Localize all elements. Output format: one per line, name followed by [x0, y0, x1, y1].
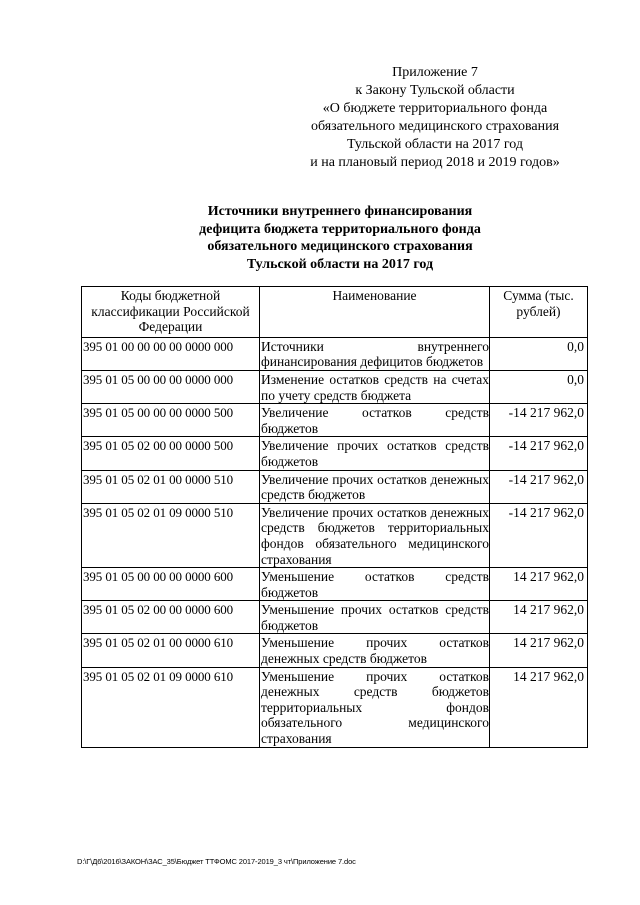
appendix-line: и на плановый период 2018 и 2019 годов» [310, 155, 560, 170]
appendix-header [270, 64, 600, 172]
row-sum: -14 217 962,0 [490, 437, 588, 470]
table-row [82, 404, 588, 437]
table-row [82, 601, 588, 634]
row-name: Уменьшение остатков средств бюджетов [261, 569, 489, 600]
appendix-line: обязательного медицинского страхования [310, 119, 560, 134]
row-code: 395 01 05 02 00 00 0000 600 [82, 601, 260, 634]
row-code: 395 01 05 00 00 00 0000 500 [82, 404, 260, 437]
header-code: Коды бюджетной классификации Российской Федерации [82, 287, 260, 338]
row-code: 395 01 05 00 00 00 0000 000 [82, 370, 260, 403]
table-row [82, 667, 588, 747]
row-sum: -14 217 962,0 [490, 404, 588, 437]
row-name: Уменьшение прочих остатков средств бюджетов [261, 602, 489, 633]
row-name: Увеличение остатков средств бюджетов [261, 405, 489, 436]
row-sum: 14 217 962,0 [490, 634, 588, 667]
table-row [82, 568, 588, 601]
table-row [82, 634, 588, 667]
title-line: дефицита бюджета территориального фонда [199, 221, 481, 237]
appendix-line: Тульской области на 2017 год [346, 137, 524, 152]
row-code: 395 01 05 02 01 00 0000 510 [82, 470, 260, 503]
row-sum: 14 217 962,0 [490, 601, 588, 634]
row-name: Изменение остатков средств на счетах по учету средств бюджета [261, 371, 489, 403]
row-name: Уменьшение прочих остатков денежных средств бюджетов [261, 635, 489, 667]
row-sum: 14 217 962,0 [490, 568, 588, 601]
row-sum: -14 217 962,0 [490, 470, 588, 503]
table-row [82, 337, 588, 370]
title-line: Источники внутреннего финансирования [207, 204, 473, 219]
row-name: Увеличение прочих остатков средств бюджетов [261, 438, 489, 469]
table-row [82, 370, 588, 403]
header-name: Наименование [260, 287, 490, 338]
row-code: 395 01 05 00 00 00 0000 600 [82, 568, 260, 601]
row-name: Источники внутреннего финансирования дефицитов бюджетов [261, 338, 489, 370]
title-line: Тульской области на 2017 год [246, 256, 434, 272]
sources-table [81, 286, 588, 748]
title-line: обязательного медицинского страхования [207, 239, 473, 254]
table-row [82, 437, 588, 470]
document-title [160, 203, 520, 273]
row-sum: 14 217 962,0 [490, 667, 588, 747]
row-code: 395 01 05 02 01 00 0000 610 [82, 634, 260, 667]
table-header-row [82, 287, 588, 338]
row-code: 395 01 05 02 00 00 0000 500 [82, 437, 260, 470]
appendix-line: «О бюджете территориального фонда [322, 101, 548, 116]
appendix-line: к Закону Тульской области [355, 83, 515, 98]
row-name: Увеличение прочих остатков денежных средств бюджетов территориальных фондов обязательного медицинского страхования [261, 504, 489, 567]
row-code: 395 01 00 00 00 00 0000 000 [82, 337, 260, 370]
row-code: 395 01 05 02 01 09 0000 510 [82, 503, 260, 567]
row-code: 395 01 05 02 01 09 0000 610 [82, 667, 260, 747]
table-row [82, 470, 588, 503]
row-name: Уменьшение прочих остатков денежных средств бюджетов территориальных фондов обязательного медицинского страхования [261, 668, 489, 747]
header-sum: Сумма (тыс. рублей) [490, 287, 588, 338]
row-sum: 0,0 [490, 337, 588, 370]
row-name: Увеличение прочих остатков денежных средств бюджетов [261, 471, 489, 503]
row-sum: -14 217 962,0 [490, 503, 588, 567]
table-row [82, 503, 588, 567]
appendix-line: Приложение 7 [392, 65, 478, 80]
row-sum: 0,0 [490, 370, 588, 403]
file-path-footer: D:\Г\Д6\2016\ЗАКОН\ЗАС_35\Бюджет ТТФОМС 2017-2019_3 чт\Приложение 7.doc [77, 857, 356, 866]
